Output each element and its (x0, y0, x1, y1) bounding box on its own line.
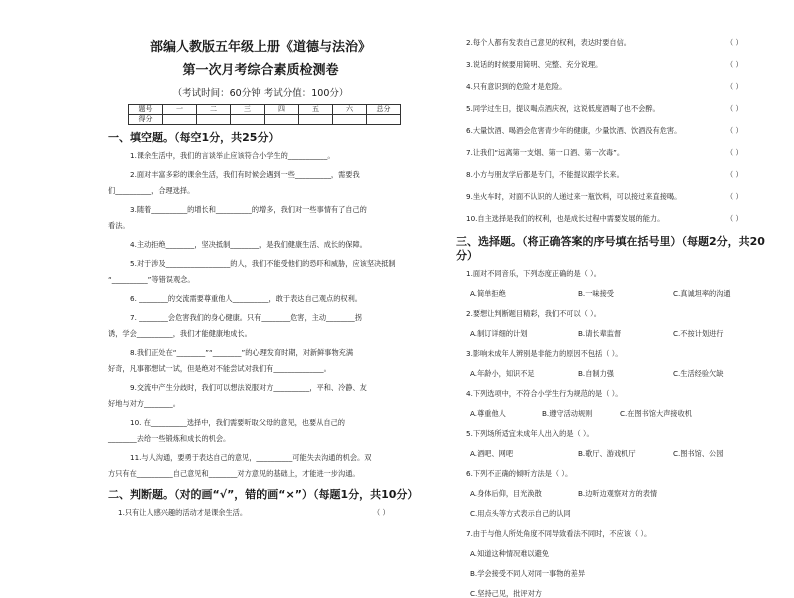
judge-question-text: 4.只有意识到的危险才是危险。 (466, 82, 567, 91)
answer-parentheses[interactable]: （ ） (373, 508, 390, 517)
fill-question-9-cont: 好地与对方________。 (108, 399, 180, 408)
answer-parentheses[interactable]: （ ） (726, 38, 743, 47)
choice-question-3: 3.影响未成年人辨别是非能力的原因不包括（ ）。 (466, 349, 623, 358)
judge-question-1 (108, 508, 413, 517)
score-input-cell[interactable] (367, 115, 401, 125)
choice-option-a[interactable]: A.年龄小，知识不足 (470, 369, 535, 378)
judge-question-text: 7.让我们“远离第一支烟、第一口酒、第一次毒”。 (466, 148, 625, 157)
choice-option-a[interactable]: A.尊重他人 (470, 409, 506, 418)
choice-option-a[interactable]: A.酒吧、网吧 (470, 449, 514, 458)
choice-option-c[interactable]: C.图书馆、公园 (673, 449, 724, 458)
fill-question-10: 10. 在__________选择中，我们需要听取父母的意见，也要从自己的 (130, 418, 345, 427)
score-table-score-row (129, 115, 401, 125)
fill-question-2: 2.面对丰富多彩的课余生活，我们有时候会遇到一些__________，需要我 (130, 170, 360, 179)
fill-question-8: 8.我们正处在“________”“________”的心理发育时期，对新鲜事物充满 (130, 348, 354, 357)
score-input-cell[interactable] (299, 115, 333, 125)
score-input-cell[interactable] (333, 115, 367, 125)
answer-parentheses[interactable]: （ ） (726, 192, 743, 201)
choice-option-c[interactable]: C.坚持己见，批评对方 (470, 589, 542, 598)
fill-question-10-cont: ________去给一些锻炼和成长的机会。 (108, 434, 231, 443)
choice-option-c[interactable]: C.用点头等方式表示自己的认同 (470, 509, 571, 518)
right-column (456, 0, 766, 598)
score-table-header-row (129, 105, 401, 115)
score-cell: 题号 (129, 105, 163, 115)
choice-option-b[interactable]: B.自制力强 (578, 369, 614, 378)
choice-option-a[interactable]: A.知道这种情况难以避免 (470, 549, 549, 558)
judge-question-7 (456, 148, 766, 157)
answer-parentheses[interactable]: （ ） (726, 60, 743, 69)
choice-option-c[interactable]: C.真诚坦率的沟通 (673, 289, 731, 298)
judge-question-10 (456, 214, 766, 223)
answer-parentheses[interactable]: （ ） (726, 126, 743, 135)
answer-parentheses[interactable]: （ ） (726, 170, 743, 179)
judge-question-text: 8.小方与朋友学后都是专门，不能提议跟学长来。 (466, 170, 624, 179)
score-cell: 六 (333, 105, 367, 115)
judge-question-3 (456, 60, 766, 69)
score-cell: 三 (231, 105, 265, 115)
choice-question-4: 4.下列选项中，不符合小学生行为规范的是（ ）。 (466, 389, 623, 398)
score-cell: 四 (265, 105, 299, 115)
exam-title: 部编人教版五年级上册《道德与法治》 (149, 40, 371, 55)
choice-question-5: 5.下列场所适宜未成年人出入的是（ ）。 (466, 429, 594, 438)
fill-question-1: 1.课余生活中，我们的言谈举止应该符合小学生的___________。 (130, 151, 335, 160)
choice-options-4 (456, 409, 766, 418)
answer-parentheses[interactable]: （ ） (726, 148, 743, 157)
section2-heading: 二、判断题。（对的画“√”，错的画“×”）（每题1分，共10分） (108, 488, 419, 501)
score-input-cell[interactable] (197, 115, 231, 125)
score-cell: 总分 (367, 105, 401, 115)
score-input-cell[interactable] (163, 115, 197, 125)
choice-option-c[interactable]: C.在图书馆大声接收机 (620, 409, 692, 418)
choice-option-b[interactable]: B.学会接受不同人对同一事物的差异 (470, 569, 586, 578)
fill-question-9: 9.交流中产生分歧时，我们可以想法说服对方__________，平和、冷静、友 (130, 383, 367, 392)
section3-heading: 三、选择题。（将正确答案的序号填在括号里）（每题2分，共20分） (456, 235, 765, 262)
fill-question-7-cont: 诱，学会__________，我们才能健康地成长。 (108, 329, 252, 338)
answer-parentheses[interactable]: （ ） (726, 104, 743, 113)
choice-option-a[interactable]: A.简单拒绝 (470, 289, 506, 298)
choice-option-b[interactable]: B.请长辈监督 (578, 329, 622, 338)
fill-question-11-cont: 方只有在__________自己意见和________对方意见的基础上，才能进一步沟通。 (108, 469, 360, 478)
judge-question-text: 3.说话的时候要用简明、完整、充分说理。 (466, 60, 603, 69)
choice-option-b[interactable]: B.边听边观察对方的表情 (578, 489, 658, 498)
fill-question-2-cont: 们__________，合理选择。 (108, 186, 195, 195)
fill-question-8-cont: 好奇，凡事都想试一试，但是绝对不能尝试对我们有______________。 (108, 364, 331, 373)
judge-question-4 (456, 82, 766, 91)
choice-options-5 (456, 449, 766, 458)
judge-question-text: 1.只有让人感兴趣的活动才是课余生活。 (118, 508, 248, 517)
choice-options-2 (456, 329, 766, 338)
judge-question-text: 6.大量饮酒、喝酒会危害青少年的健康，少量饮酒、饮酒没有危害。 (466, 126, 682, 135)
exam-info: （考试时间：60分钟 考试分值：100分） (172, 88, 349, 99)
score-cell: 五 (299, 105, 333, 115)
judge-question-2 (456, 38, 766, 47)
fill-question-3: 3.随着__________的增长和__________的增多，我们对一些事情有了自己的 (130, 205, 367, 214)
score-input-cell[interactable] (231, 115, 265, 125)
score-cell: 二 (197, 105, 231, 115)
choice-option-a[interactable]: A.身体后仰，目光涣散 (470, 489, 542, 498)
choice-question-1: 1.面对不同音乐，下列态度正确的是（ ）。 (466, 269, 601, 278)
choice-option-c[interactable]: C.不按计划进行 (673, 329, 724, 338)
choice-question-6: 6.下列不正确的倾听方法是（ ）。 (466, 469, 573, 478)
fill-question-5: 5.对于涉及__________________的人，我们不能受他们的恐吓和威胁，应该坚决抵制 (130, 259, 396, 268)
choice-option-c[interactable]: C.生活经验欠缺 (673, 369, 724, 378)
score-table (128, 104, 401, 125)
judge-question-5 (456, 104, 766, 113)
choice-option-b[interactable]: B.歌厅、游戏机厅 (578, 449, 636, 458)
section1-heading: 一、填空题。（每空1分，共25分） (108, 131, 280, 144)
fill-question-5-cont: “__________”等错误观念。 (108, 275, 195, 284)
choice-option-b[interactable]: B.一味接受 (578, 289, 614, 298)
judge-question-text: 5.同学过生日，提议喝点酒庆祝，这说低度酒喝了也不会醉。 (466, 104, 660, 113)
judge-question-8 (456, 170, 766, 179)
judge-question-text: 9.坐火车时，对面不认识的人递过来一瓶饮料，可以接过来直接喝。 (466, 192, 682, 201)
judge-question-6 (456, 126, 766, 135)
choice-options-6 (456, 489, 766, 498)
left-column (108, 0, 419, 550)
choice-question-7: 7.由于与他人所处角度不同导致看法不同时，不应该（ ）。 (466, 529, 652, 538)
choice-options-1 (456, 289, 766, 298)
judge-question-9 (456, 192, 766, 201)
exam-subtitle: 第一次月考综合素质检测卷 (182, 63, 339, 78)
judge-question-text: 2.每个人都有发表自己意见的权利，表达时要自信。 (466, 38, 631, 47)
answer-parentheses[interactable]: （ ） (726, 214, 743, 223)
choice-option-a[interactable]: A.制订详细的计划 (470, 329, 528, 338)
choice-option-b[interactable]: B.遵守活动规则 (542, 409, 593, 418)
fill-question-11: 11.与人沟通，要勇于表达自己的意见，__________可能失去沟通的机会。双 (130, 453, 372, 462)
fill-question-6: 6. ________的交流需要尊重他人__________，敢于表达自己观点的权利。 (130, 294, 362, 303)
fill-question-7: 7. ________会危害我们的身心健康。只有________危害，主动________拐 (130, 313, 362, 322)
choice-question-2: 2.要想让判断题目精彩，我们不可以（ ）。 (466, 309, 601, 318)
fill-question-3-cont: 看法。 (108, 221, 130, 230)
score-input-cell[interactable] (265, 115, 299, 125)
fill-question-4: 4.主动拒绝________，坚决抵制________，是我们健康生活、成长的保障。 (130, 240, 367, 249)
choice-options-3 (456, 369, 766, 378)
judge-question-text: 10.自主选择是我们的权利，也是成长过程中需要发展的能力。 (466, 214, 665, 223)
score-cell: 得分 (129, 115, 163, 125)
score-cell: 一 (163, 105, 197, 115)
answer-parentheses[interactable]: （ ） (726, 82, 743, 91)
